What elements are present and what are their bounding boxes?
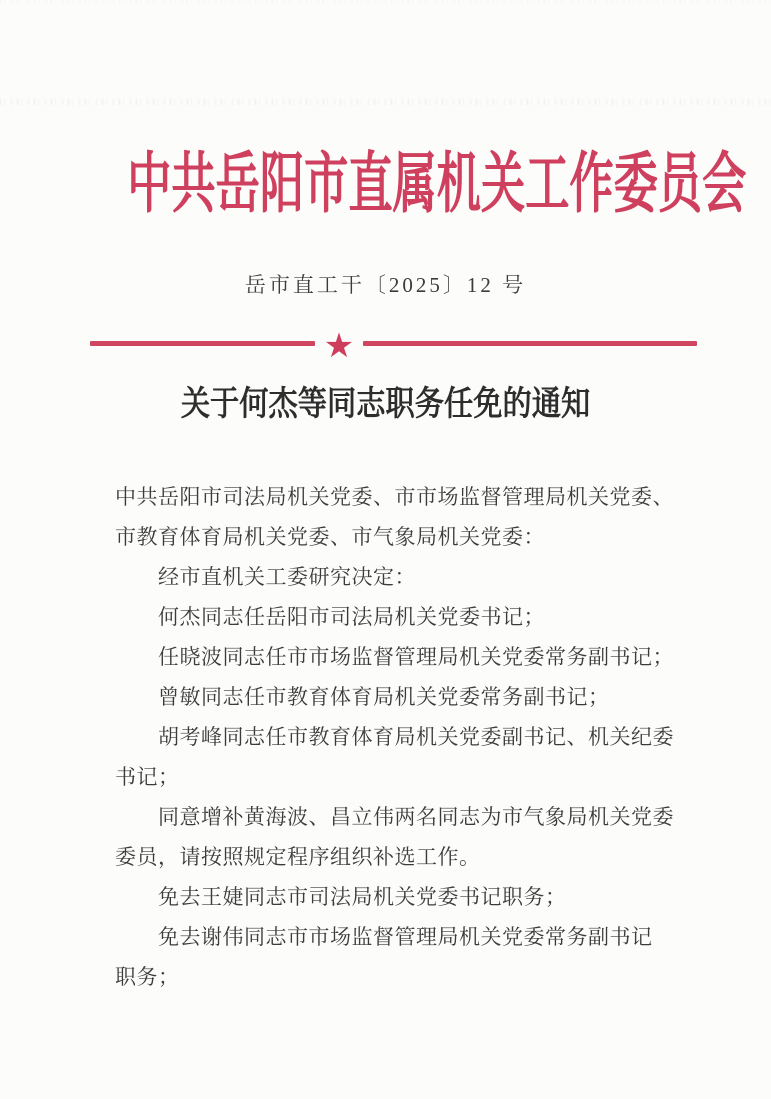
body-line: 书记；: [115, 765, 180, 789]
divider-line-right: [363, 341, 697, 346]
body-line: 经市直机关工委研究决定：: [158, 565, 416, 589]
scan-artifact-top: [0, 0, 771, 3]
body-line: 曾敏同志任市教育体育局机关党委常务副书记；: [158, 685, 610, 709]
body-line: 委员，请按照规定程序组织补选工作。: [115, 845, 481, 869]
issuing-org-title: 中共岳阳市直属机关工作委员会: [127, 148, 747, 221]
scan-artifact-band: [0, 99, 771, 105]
body-line: 胡考峰同志任市教育体育局机关党委副书记、机关纪委: [158, 725, 674, 749]
document-title: 关于何杰等同志职务任免的通知: [180, 385, 591, 423]
red-divider: [90, 326, 697, 366]
document-number: 岳市直工干〔2025〕12 号: [244, 273, 527, 297]
body-line: 同意增补黄海波、昌立伟两名同志为市气象局机关党委: [158, 805, 674, 829]
divider-line-left: [90, 341, 315, 346]
star-icon: ★: [323, 326, 355, 366]
body-line: 何杰同志任岳阳市司法局机关党委书记；: [158, 605, 545, 629]
body-line: 免去王婕同志市司法局机关党委书记职务；: [158, 885, 567, 909]
body-line: 中共岳阳市司法局机关党委、市市场监督管理局机关党委、: [115, 485, 674, 509]
body-line: 免去谢伟同志市市场监督管理局机关党委常务副书记: [158, 925, 653, 949]
body-line: 职务；: [115, 965, 180, 989]
body-line: 市教育体育局机关党委、市气象局机关党委：: [115, 525, 545, 549]
body-line: 任晓波同志任市市场监督管理局机关党委常务副书记；: [158, 645, 674, 669]
document-body: [115, 477, 675, 997]
